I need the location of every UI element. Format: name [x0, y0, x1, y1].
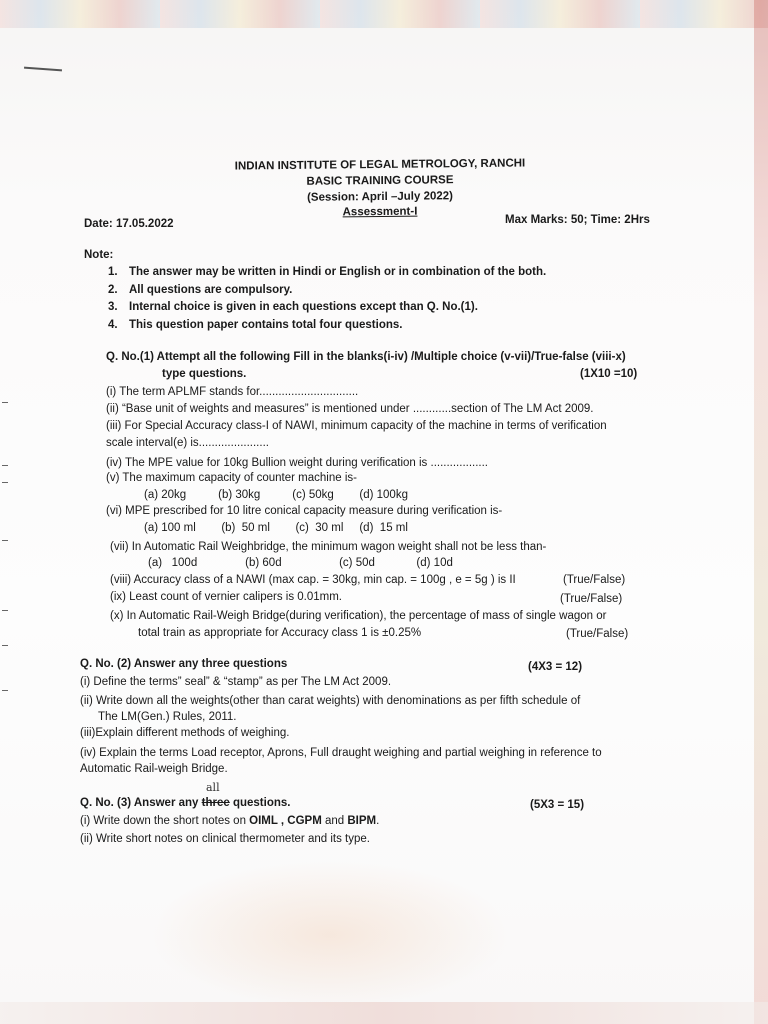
q3-item-text: and [321, 815, 348, 827]
q3-title [80, 796, 290, 810]
q3-item-text: (i) Write down the short notes on [80, 815, 250, 827]
q2-item: The LM(Gen.) Rules, 2011. [98, 711, 237, 723]
q1-item: total train as appropriate for Accuracy class 1 is ±0.25% [138, 627, 422, 639]
q1-options: (a) 100d (b) 60d (c) 50d (d) 10d [148, 557, 453, 569]
note-num: 2. [108, 284, 118, 296]
handwritten-correction: all [206, 781, 220, 794]
q3-title-end: questions. [229, 797, 291, 809]
q3-item: (ii) Write short notes on clinical thermometer and its type. [80, 833, 370, 845]
q3-struck-word: three [201, 797, 230, 809]
q1-item: (iii) For Special Accuracy class-I of NAWI, minimum capacity of the machine in terms of verification [106, 420, 607, 432]
note-item: All questions are compulsory. [129, 284, 293, 296]
background-fabric-right [754, 0, 768, 1024]
q1-item: (i) The term APLMF stands for............................... [106, 386, 359, 398]
q2-item: (ii) Write down all the weights(other than carat weights) with denominations as per fifth schedule of [80, 695, 581, 707]
q1-item: (vii) In Automatic Rail Weighbridge, the minimum wagon weight shall not be less than- [110, 541, 547, 553]
q3-item-bold: OIML , CGPM [249, 815, 322, 827]
shadow-blob [150, 860, 510, 1010]
margin-mark [2, 540, 8, 541]
q2-item: (i) Define the terms” seal” & “stamp” as per The LM Act 2009. [80, 676, 392, 688]
max-marks: Max Marks: 50; Time: 2Hrs [505, 214, 650, 226]
q1-true-false: (True/False) [566, 628, 629, 640]
margin-mark [2, 610, 8, 611]
q2-marks: (4X3 = 12) [528, 661, 583, 673]
margin-mark [2, 482, 8, 483]
session-line: (Session: April –July 2022) [306, 190, 454, 204]
q3-item-text: . [376, 815, 380, 827]
q3-title-start: Q. No. (3) Answer any [80, 797, 202, 809]
q1-item: (viii) Accuracy class of a NAWI (max cap. = 30kg, min cap. = 100g , e = 5g ) is II [110, 574, 516, 586]
note-num: 1. [108, 266, 118, 278]
margin-mark [2, 645, 8, 646]
q2-title: Q. No. (2) Answer any three questions [80, 658, 288, 670]
course-title: BASIC TRAINING COURSE [306, 174, 454, 188]
q1-item: scale interval(e) is...................... [106, 437, 269, 449]
q1-item: (x) In Automatic Rail-Weigh Bridge(during verification), the percentage of mass of single wagon or [110, 610, 607, 622]
exam-date: Date: 17.05.2022 [84, 218, 174, 230]
q1-item: (ix) Least count of vernier calipers is 0.01mm. [110, 591, 343, 603]
q1-marks: (1X10 =10) [580, 368, 638, 380]
margin-mark [2, 402, 8, 403]
q3-marks: (5X3 = 15) [530, 799, 585, 811]
q1-item: (iv) The MPE value for 10kg Bullion weight during verification is .................. [106, 457, 489, 469]
q3-item [80, 814, 379, 828]
q1-title-cont: type questions. [162, 368, 247, 380]
note-item: Internal choice is given in each questions except than Q. No.(1). [129, 301, 478, 313]
background-fabric-top [0, 0, 768, 28]
q1-true-false: (True/False) [560, 593, 623, 605]
q1-item: (v) The maximum capacity of counter machine is- [106, 472, 357, 484]
q2-item: (iv) Explain the terms Load receptor, Aprons, Full draught weighing and partial weighing in reference to [80, 747, 602, 759]
q1-item: (vi) MPE prescribed for 10 litre conical capacity measure during verification is- [106, 505, 503, 517]
note-label: Note: [84, 249, 114, 261]
q2-item: (iii)Explain different methods of weighing. [80, 727, 290, 739]
note-item: This question paper contains total four questions. [129, 319, 403, 331]
q1-options: (a) 20kg (b) 30kg (c) 50kg (d) 100kg [144, 489, 408, 501]
q3-item-bold: BIPM [347, 815, 377, 827]
margin-mark [2, 465, 8, 466]
institute-title: INDIAN INSTITUTE OF LEGAL METROLOGY, RANCHI [234, 157, 526, 173]
note-num: 3. [108, 301, 118, 313]
assessment-title: Assessment-I [342, 205, 418, 219]
note-num: 4. [108, 319, 118, 331]
note-item: The answer may be written in Hindi or English or in combination of the both. [129, 266, 547, 278]
margin-mark [2, 690, 8, 691]
q1-title: Q. No.(1) Attempt all the following Fill in the blanks(i-iv) /Multiple choice (v-vii)/True-false (viii-x) [106, 351, 626, 363]
q1-true-false: (True/False) [563, 574, 626, 586]
q1-options: (a) 100 ml (b) 50 ml (c) 30 ml (d) 15 ml [144, 522, 408, 534]
q2-item: Automatic Rail-weigh Bridge. [80, 763, 228, 775]
q1-item: (ii) “Base unit of weights and measures” is mentioned under ............section of The LM Act 2009. [106, 403, 594, 415]
